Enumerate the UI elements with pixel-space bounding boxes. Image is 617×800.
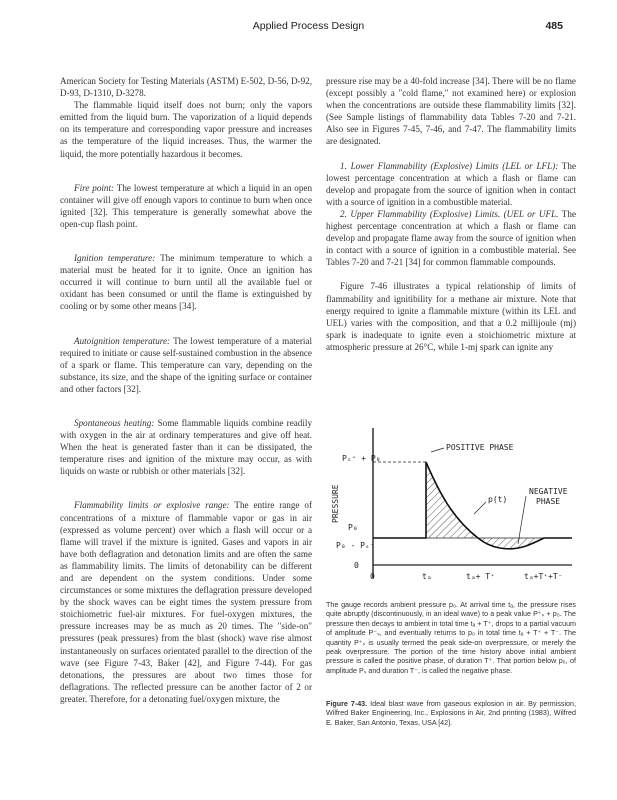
definition-flammability-limits: The entire range of concentrations of a mixture of flammable vapor or gas in air (expressed as volume percent) over which a flash will occur or a flame will travel if the mixture is ignited. Gases and vapors in air have both deflagration and detonation limits and are often the same as flammability limits. The limits of detonability can be different and are dependent on the system conditions. Under some circumstances or some mixtures the deflagration pressure developed by the shock waves can be eight times the system pressure from stoichiometric fuel-air mixtures. For fuel-oxygen mixtures, the pressure increases may be as much as 20 times. The "side-on" pressures (peak pressures) from the blast (shock) wave rise almost instantaneously on surfaces orientated parallel to the direction of the wave (see Figure 7-43, Baker [42], and Figure 7-44). For gas detonations, the pressures are about two times those for deflagrations. The reflected pressure can be another factor of 2 or greater. Therefore, for a detonating fuel/oxygen mixture, the: [60, 500, 312, 704]
y-axis-label: PRESSURE: [331, 484, 340, 523]
term-lower-limit: 1. Lower Flammability (Explosive) Limits (LEL or LFL):: [340, 160, 559, 171]
figure-legend-text: The gauge records ambient pressure p₀. At arrival time tₐ, the pressure rises quite abruptly (discontinuously, in an ideal wave) to a peak value P⁺ₛ + p₀. The pressure then decays to ambient in total time tₐ + T⁺, drops to a partial vacuum of amplitude P⁻ₛ, and eventually returns to p₀ in total time tₐ + T⁺ + T⁻. The quantity P⁺ₛ is usually termed the peak side-on overpressure, or merely the peak overpressure. The portion of the time history above initial ambient pressure is called the positive phase, of duration T⁺. That portion below p₀, of amplitude Pₛ and duration T⁻, is called the negative phase.: [326, 601, 576, 675]
definition-autoignition: The lowest temperature of a material required to initiate or cause self-sustained combustion in the absence of a spark or flame. This temperature can vary, depending on the substance, its size, and the shape of the igniting surface or container and other factors [32].: [60, 335, 312, 394]
label-zero-pressure: 0: [354, 561, 359, 570]
blast-wave-diagram: [326, 428, 576, 588]
running-header: [60, 20, 563, 36]
paragraph-upper-limit: [326, 208, 576, 268]
definition-lower-limit: The lowest percentage concentration at which a flash or flame can develop and propagate from the source of ignition when in contact with a source of ignition in a combustible material.: [326, 160, 576, 207]
definition-ignition-temperature: The minimum temperature to which a material must be heated for it to ignite. Once an ignition has occurred it will continue to burn until all the available fuel or oxidant has been consumed or until the flame is extinguished by cooling or by some other means [34].: [60, 253, 312, 312]
label-peak-pressure: Pₛ⁺ + P₀: [342, 454, 381, 463]
x-tick-ta-plus-t: tₐ+ T⁺: [466, 572, 495, 581]
paragraph-figure-7-46: Figure 7-46 illustrates a typical relationship of limits of flammability and ignitibility for a methane air mixture. Note that energy required to ignite a flammable mixture (within its LEL and UEL) varies with the composition, and that a 0.2 millijoule (mj) spark is inadequate to ignite even a stoichiometric mixture at atmospheric pressure at 26°C, while 1-mj spark can ignite any: [326, 281, 576, 352]
label-negative-phase-line2: PHASE: [536, 497, 561, 506]
figure-caption-text: Ideal blast wave from gaseous explosion in air. By permission, Wilfred Baker Engineering, Inc., Explosions in Air, 2nd printing (1983), Wilfred E. Baker, San Antonio, Texas, USA [42].: [326, 700, 576, 727]
figure-caption: [326, 700, 576, 728]
term-ignition-temperature: Ignition temperature:: [74, 253, 156, 264]
right-column: [326, 75, 576, 353]
x-tick-ta-plus-t-plus-t: tₐ+T⁺+T⁻: [524, 572, 563, 581]
label-negative-pressure: P₀ - Pₛ⁻: [336, 541, 375, 550]
pt-leader: [474, 502, 486, 514]
term-flammability-limits: Flammability limits or explosive range:: [74, 500, 230, 511]
paragraph-flammability-limits: [60, 499, 312, 705]
paragraph-ignition-temperature: [60, 252, 312, 312]
paragraph-astm: American Society for Testing Materials (ASTM) E-502, D-56, D-92, D-93, D-1310, D-3278.: [60, 76, 312, 99]
definition-fire-point: The lowest temperature at which a liquid in an open container will give off enough vapors to continue to burn when once ignited [32]. This temperature is generally somewhat above the open-cup flash point.: [60, 182, 313, 229]
left-column: [60, 75, 312, 705]
positive-phase-leader: [431, 448, 444, 452]
book-title: Applied Process Design: [252, 20, 365, 32]
x-tick-zero: 0: [370, 572, 375, 581]
definition-upper-limit: The highest percentage concentration at which a flash or flame can develop and propagate flame away from the source of ignition when in contact with a source of ignition in a combustible material. See Tables 7-20 and 7-21 [34] for common flammable compounds.: [326, 208, 576, 268]
label-positive-phase: POSITIVE PHASE: [446, 443, 514, 452]
figure-caption-label: Figure 7-43.: [326, 700, 368, 708]
paragraph-spontaneous-heating: [60, 417, 312, 477]
label-pt: p(t): [488, 495, 508, 504]
paragraph-autoignition: [60, 335, 312, 395]
term-autoignition: Autoignition temperature:: [74, 335, 171, 346]
term-upper-limit: 2. Upper Flammability (Explosive) Limits. (UEL or UFL.: [340, 208, 559, 219]
blast-wave-figure: [326, 428, 576, 588]
label-negative-phase-line1: NEGATIVE: [529, 487, 568, 496]
paragraph-fire-point: [60, 182, 312, 230]
label-ambient-pressure: P₀: [348, 523, 358, 532]
term-fire-point: Fire point:: [74, 182, 115, 193]
paragraph-lower-limit: [326, 160, 576, 208]
term-spontaneous-heating: Spontaneous heating:: [74, 417, 155, 428]
negative-phase-leader: [518, 496, 526, 544]
paragraph-pressure-rise: pressure rise may be a 40-fold increase [34]. There will be no flame (except possibly a "cold flame," not examined here) or explosion when the concentrations are outside these flammability limits [32]. (See Sample listings of flammability data Tables 7-20 and 7-21. Also see in Figures 7-45, 7-46, and 7-47. The flammability limits are designated.: [326, 76, 576, 147]
x-tick-ta: tₐ: [422, 572, 432, 581]
page-number: 485: [545, 20, 563, 32]
positive-phase-area: [426, 462, 478, 538]
paragraph-vapors: The flammable liquid itself does not burn; only the vapors emitted from the liquid burn. The vaporization of a liquid depends on its temperature and corresponding vapor pressure and increases as the temperature of the liquid increases. Thus, the warmer the liquid, the more potentially hazardous it becomes.: [60, 100, 312, 159]
definition-spontaneous-heating: Some flammable liquids combine readily with oxygen in the air at ordinary temperatures and give off heat. When the heat is generated faster than it can be dissipated, the temperature rises and ignition of the mixture may occur, as with liquids on waste or rubbish or other materials [32].: [60, 417, 313, 477]
